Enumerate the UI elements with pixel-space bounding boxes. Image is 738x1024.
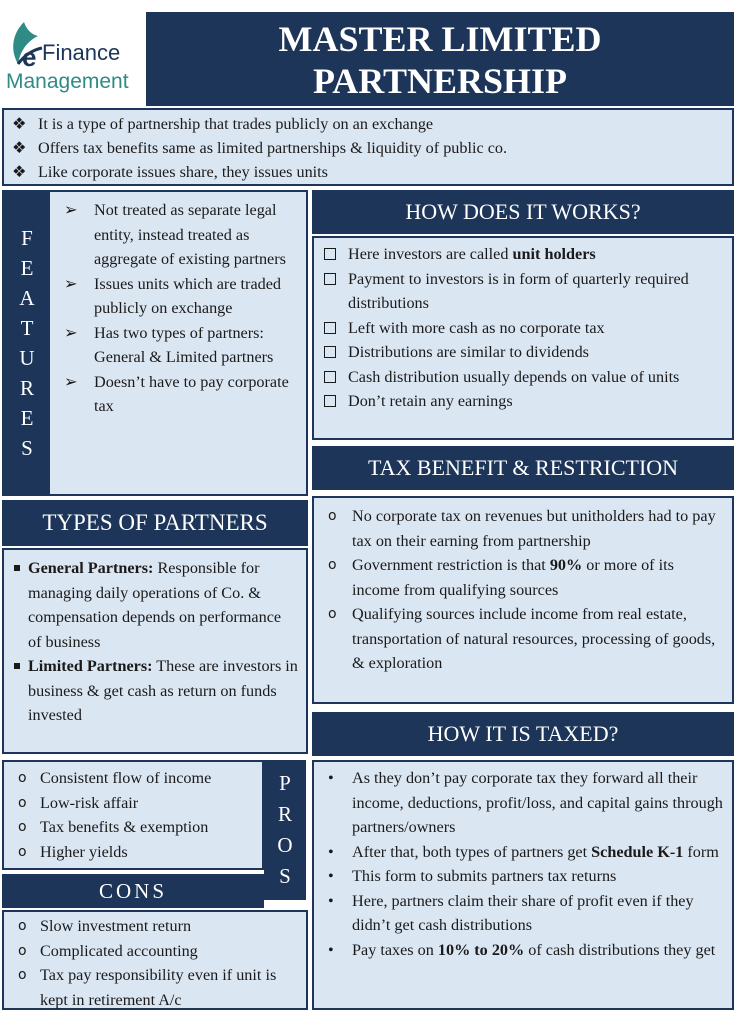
pros-item: o Higher yields	[12, 840, 254, 865]
tax-benefit-item: o No corporate tax on revenues but unitholders had to pay tax on their earning from partnership	[322, 504, 724, 553]
how-taxed-item: • This form to submits partners tax returns	[322, 864, 724, 889]
features-letter: S	[21, 436, 33, 460]
how-taxed-heading: HOW IT IS TAXED?	[312, 712, 734, 756]
features-vertical-label	[4, 192, 50, 494]
how-works-heading: HOW DOES IT WORKS?	[312, 190, 734, 234]
checkbox-bullet-icon	[324, 395, 336, 407]
square-bullet-icon	[14, 663, 20, 669]
cons-item: o Complicated accounting	[12, 939, 298, 964]
how-taxed-item: • Pay taxes on 10% to 20% of cash distributions they get	[322, 938, 724, 963]
features-letter: U	[19, 346, 35, 370]
title-line-1: MASTER LIMITED	[278, 19, 602, 59]
how-taxed-item: • As they don’t pay corporate tax they forward all their income, deductions, profit/loss, and capital gains through partners/owners	[322, 766, 724, 840]
square-bullet-icon	[14, 565, 20, 571]
circle-bullet-icon: o	[18, 770, 27, 786]
title-line-2: PARTNERSHIP	[312, 61, 568, 101]
pros-item: o Tax benefits & exemption	[12, 815, 254, 840]
circle-bullet-icon: o	[328, 508, 337, 524]
cons-box	[2, 910, 308, 1010]
dot-bullet-icon: •	[328, 940, 334, 959]
features-item: ➢ Doesn’t have to pay corporate tax	[64, 371, 289, 415]
pros-letter: S	[279, 864, 291, 888]
pros-letter: R	[277, 802, 292, 826]
checkbox-bullet-icon	[324, 273, 336, 285]
circle-bullet-icon: o	[18, 819, 27, 835]
arrow-bullet-icon: ➢	[64, 371, 78, 391]
checkbox-bullet-icon	[324, 248, 336, 260]
dot-bullet-icon: •	[328, 769, 334, 787]
intro-item: ❖ It is a type of partnership that trades publicly on an exchange	[12, 112, 724, 136]
pros-box	[2, 760, 264, 870]
cons-item: o Tax pay responsibility even if unit is kept in retirement A/c	[12, 963, 298, 1012]
dot-bullet-icon: •	[328, 842, 334, 861]
features-letter: E	[20, 406, 34, 430]
page-title	[146, 12, 734, 106]
cons-item: o Slow investment return	[12, 914, 298, 939]
tax-benefit-item: o Government restriction is that 90% or more of its income from qualifying sources	[322, 553, 724, 602]
pros-letter: O	[277, 833, 293, 857]
checkbox-bullet-icon	[324, 371, 336, 383]
checkbox-bullet-icon	[324, 322, 336, 334]
tax-benefit-box	[312, 496, 734, 704]
cons-heading: CONS	[2, 874, 264, 908]
how-works-item: Don’t retain any earnings	[322, 389, 724, 414]
pros-item: o Consistent flow of income	[12, 766, 254, 791]
features-letter: F	[21, 226, 33, 250]
features-letter: A	[19, 286, 35, 310]
types-of-partners-box	[2, 548, 308, 754]
arrow-bullet-icon: ➢	[64, 273, 78, 293]
intro-item: ❖ Like corporate issues share, they issues units	[12, 160, 724, 184]
how-works-item: Distributions are similar to dividends	[322, 340, 724, 365]
arrow-bullet-icon: ➢	[64, 322, 78, 342]
diamond-bullet-icon: ❖	[12, 114, 27, 133]
features-item: ➢ Not treated as separate legal entity, instead treated as aggregate of existing partners	[64, 200, 286, 268]
features-letter: E	[20, 256, 34, 280]
intro-box	[2, 108, 734, 186]
pros-item: o Low-risk affair	[12, 791, 254, 816]
circle-bullet-icon: o	[18, 794, 27, 811]
features-item: ➢ Has two types of partners: General & Limited partners	[64, 322, 274, 366]
pros-letter: P	[279, 771, 291, 795]
how-taxed-box	[312, 760, 734, 1010]
intro-item: ❖ Offers tax benefits same as limited partnerships & liquidity of public co.	[12, 136, 724, 160]
how-works-box	[312, 236, 734, 440]
how-taxed-item: • Here, partners claim their share of profit even if they didn’t get cash distributions	[322, 889, 724, 938]
circle-bullet-icon: o	[18, 942, 27, 959]
tax-benefit-heading: TAX BENEFIT & RESTRICTION	[312, 446, 734, 490]
circle-bullet-icon: o	[18, 918, 27, 934]
circle-bullet-icon: o	[18, 843, 27, 860]
features-letter: T	[20, 316, 34, 340]
how-works-item: Here investors are called unit holders	[322, 242, 724, 267]
how-works-item: Payment to investors is in form of quarterly required distributions	[322, 267, 724, 316]
circle-bullet-icon: o	[328, 606, 337, 622]
logo-leaf-icon	[4, 20, 44, 72]
features-list	[64, 198, 304, 419]
logo-text-management: Management	[6, 70, 129, 93]
how-works-item: Left with more cash as no corporate tax	[322, 316, 724, 341]
diamond-bullet-icon: ❖	[12, 162, 27, 181]
how-works-item: Cash distribution usually depends on value of units	[322, 365, 724, 390]
tax-benefit-item: o Qualifying sources include income from real estate, transportation of natural resources, processing of goods, & exploration	[322, 602, 724, 676]
arrow-bullet-icon: ➢	[64, 200, 78, 219]
features-box	[2, 190, 308, 496]
features-item: ➢ Issues units which are traded publicly on exchange	[64, 273, 282, 317]
types-item-general: General Partners: Responsible for managing daily operations of Co. & compensation depends on performance of business	[12, 556, 298, 654]
types-of-partners-heading: TYPES OF PARTNERS	[2, 500, 308, 546]
svg-text:e: e	[22, 42, 37, 72]
dot-bullet-icon: •	[328, 891, 334, 910]
dot-bullet-icon: •	[328, 867, 334, 885]
pros-vertical-label	[264, 760, 306, 900]
logo-text-finance: Finance	[42, 40, 121, 65]
how-taxed-item: • After that, both types of partners get Schedule K-1 form	[322, 840, 724, 865]
features-letter: R	[19, 376, 34, 400]
checkbox-bullet-icon	[324, 346, 336, 358]
types-item-limited: Limited Partners: These are investors in business & get cash as return on funds invested	[12, 654, 298, 728]
diamond-bullet-icon: ❖	[12, 138, 27, 157]
logo	[2, 12, 144, 106]
circle-bullet-icon: o	[328, 557, 337, 573]
circle-bullet-icon: o	[18, 967, 27, 983]
